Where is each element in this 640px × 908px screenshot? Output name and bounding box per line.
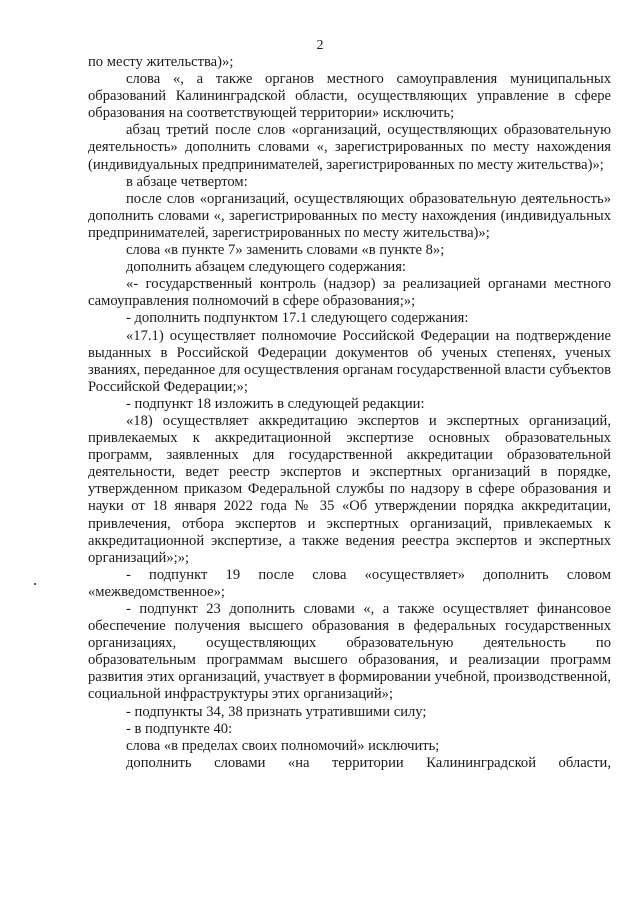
page-number: 2 xyxy=(316,38,324,53)
paragraph: слова «в пределах своих полномочий» исключить; xyxy=(126,737,440,754)
paragraph: слова «, а также органов местного самоуправления муниципальных образований Калининградской области, осуществляющих управление в сфере образования на соответствующей территории» исключить; xyxy=(88,71,611,122)
paragraph: - в подпункте 40: xyxy=(126,720,233,737)
paragraph: дополнить абзацем следующего содержания: xyxy=(126,259,406,276)
paragraph: «17.1) осуществляет полномочие Российской Федерации на подтверждение выданных в Российской Федерации документов об ученых степенях, ученых званиях, переданное для осуществления органам государственной власти субъектов Российской Федерации;»; xyxy=(88,327,611,395)
document-body xyxy=(88,54,611,772)
paragraph: слова «в пункте 7» заменить словами «в пункте 8»; xyxy=(126,242,445,259)
paragraph: абзац третий после слов «организаций, осуществляющих образовательную деятельность» дополнить словами «, зарегистрированных по месту нахождения (индивидуальных предпринимателей, зарегистрированных по месту жительства)»; xyxy=(88,122,611,173)
paragraph: после слов «организаций, осуществляющих образовательную деятельность» дополнить словами «, зарегистрированных по месту нахождения (индивидуальных предпринимателей, зарегистрированных по месту жительства)»; xyxy=(88,190,611,241)
paragraph: - подпункт 23 дополнить словами «, а также осуществляет финансовое обеспечение получения высшего образования в федеральных государственных организациях, осуществляющих образовательную деятельность по образовательным программам высшего образования, и реализации программ развития этих организаций, участвует в формировании учебной, производственной, социальной инфраструктуры этих организаций»; xyxy=(88,601,611,703)
paragraph: дополнить словами «на территории Калининградской области, xyxy=(126,754,611,771)
paragraph: - подпункт 18 изложить в следующей редакции: xyxy=(126,395,425,412)
paragraph: - дополнить подпунктом 17.1 следующего содержания: xyxy=(126,310,469,327)
paragraph: - подпункты 34, 38 признать утратившими силу; xyxy=(126,703,427,720)
paragraph: «- государственный контроль (надзор) за реализацией органами местного самоуправления полномочий в сфере образования;»; xyxy=(88,276,611,310)
paragraph: по месту жительства)»; xyxy=(88,54,234,70)
paragraph: - подпункт 19 после слова «осуществляет» дополнить словом «межведомственное»; xyxy=(88,566,611,600)
paragraph: в абзаце четвертом: xyxy=(126,173,248,190)
paragraph: «18) осуществляет аккредитацию экспертов и экспертных организаций, привлекаемых к аккредитационной экспертизе основных образовательных программ, заявленных для государственной аккредитации образовательной деятельности, ведет реестр экспертов и экспертных организаций в порядке, утвержденном приказом Федеральной службы по надзору в сфере образования и науки от 18 января 2022 года № 35 «Об утверждении порядка аккредитации, привлечения, отбора экспертов и экспертных организаций, привлекаемых к аккредитационной экспертизе, а также ведения реестра экспертов и экспертных организаций»;»; xyxy=(88,412,611,566)
scan-speck xyxy=(34,583,36,585)
